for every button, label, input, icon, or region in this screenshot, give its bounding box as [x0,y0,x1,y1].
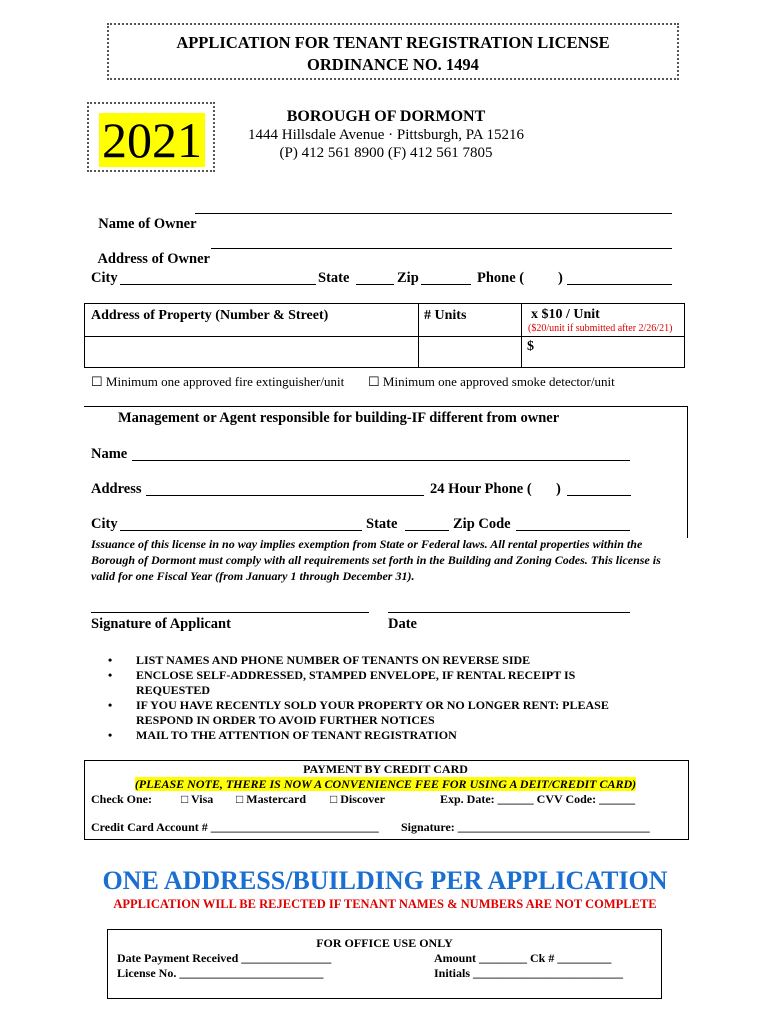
bullet-icon: • [108,728,113,742]
agent-zip-line[interactable] [516,530,630,531]
year-badge: 2021 [99,113,205,167]
title-box [107,23,679,80]
agent-state-line[interactable] [405,530,449,531]
owner-zip-label: Zip [397,270,419,286]
agent-city-line[interactable] [120,530,362,531]
management-heading: Management or Agent responsible for building-IF different from owner [118,410,560,426]
ordinance-number: ORDINANCE NO. 1494 [307,55,479,74]
property-table [84,303,685,368]
date-label: Date [388,616,417,632]
owner-state-line[interactable] [356,284,394,285]
form-title: APPLICATION FOR TENANT REGISTRATION LICENSE [176,33,610,52]
applicant-signature-label: Signature of Applicant [91,616,231,632]
agent-name-label: Name [91,446,128,462]
owner-address-label: Address of Owner [97,251,210,267]
owner-phone-label: Phone ( [477,270,525,286]
payment-note: (PLEASE NOTE, THERE IS NOW A CONVENIENCE FEE FOR USING A DEIT/CREDIT CARD) [134,777,637,791]
agent-phone-close: ) [556,481,561,497]
date-received-field[interactable]: Date Payment Received _______________ [117,951,332,965]
owner-address-line[interactable] [211,248,672,249]
owner-address-field [91,234,210,268]
owner-name-field [91,199,197,233]
owner-phone-close: ) [558,270,563,286]
office-heading: FOR OFFICE USE ONLY [316,936,453,950]
visa-checkbox[interactable]: □ Visa [181,792,214,806]
fee-header: x $10 / Unit [531,307,600,322]
initials-field[interactable]: Initials _________________________ [434,966,624,980]
units-header: # Units [424,308,467,323]
bullet-icon: • [108,668,113,682]
owner-phone-line[interactable] [567,284,672,285]
owner-name-label: Name of Owner [98,216,197,232]
rejection-warning: APPLICATION WILL BE REJECTED IF TENANT NAMES & NUMBERS ARE NOT COMPLETE [113,897,657,911]
agent-name-line[interactable] [132,460,630,461]
amount-check-field[interactable]: Amount ________ Ck # _________ [434,951,612,965]
list-item: • ENCLOSE SELF-ADDRESSED, STAMPED ENVELOPE, IF RENTAL RECEIPT IS REQUESTED [108,668,576,697]
disclaimer: Issuance of this license in no way implies exemption from State or Federal laws. All rental properties within the Borough of Dormont must comply with all requirements set forth in the Building and Zoning Codes. This license is valid for one Fiscal Year (from January 1 through December 31). [91,537,661,583]
owner-state-label: State [318,270,350,286]
owner-city-line[interactable] [120,284,316,285]
discover-checkbox[interactable]: □ Discover [330,792,385,806]
property-address-header: Address of Property (Number & Street) [91,308,329,323]
borough-address: 1444 Hillsdale Avenue · Pittsburgh, PA 15216 [248,127,524,143]
agent-zip-label: Zip Code [453,516,511,532]
payment-note-wrap [84,775,687,793]
agent-address-line[interactable] [146,495,424,496]
table-divider [85,336,684,337]
agent-state-label: State [366,516,398,532]
list-item: • LIST NAMES AND PHONE NUMBER OF TENANTS ON REVERSE SIDE [108,653,531,667]
list-item: • MAIL TO THE ATTENTION OF TENANT REGISTRATION [108,728,457,742]
agent-phone-label: 24 Hour Phone ( [430,481,532,497]
license-number-field[interactable]: License No. ________________________ [117,966,324,980]
applicant-signature-line[interactable] [91,612,369,613]
agent-address-label: Address [91,481,142,497]
office-use-box [107,929,662,999]
bullet-icon: • [108,653,113,667]
instruction-list [108,653,648,743]
borough-phones: (P) 412 561 8900 (F) 412 561 7805 [279,145,493,161]
fee-note: ($20/unit if submitted after 2/26/21) [528,323,673,334]
check-one-label: Check One: [91,792,152,806]
fee-total-input[interactable]: $ [527,339,534,354]
mastercard-checkbox[interactable]: □ Mastercard [236,792,307,806]
list-item: • IF YOU HAVE RECENTLY SOLD YOUR PROPERTY OR NO LONGER RENT: PLEASE RESPOND IN ORDER TO AVOID FURTHER NOTICES [108,698,609,727]
owner-zip-line[interactable] [421,284,471,285]
agent-city-label: City [91,516,118,532]
extinguisher-checkbox[interactable]: ☐ Minimum one approved fire extinguisher/unit [91,374,345,389]
date-line[interactable] [388,612,630,613]
bullet-icon: • [108,698,113,712]
units-input[interactable] [421,338,518,366]
owner-name-line[interactable] [195,213,672,214]
payment-heading: PAYMENT BY CREDIT CARD [303,762,468,776]
agent-phone-line[interactable] [567,495,631,496]
card-account-field[interactable]: Credit Card Account # ____________________________ [91,820,379,834]
exp-cvv-field[interactable]: Exp. Date: ______ CVV Code: ______ [440,792,636,806]
property-address-input[interactable] [87,338,415,366]
owner-city-label: City [91,270,118,286]
one-address-notice: ONE ADDRESS/BUILDING PER APPLICATION [102,866,668,895]
smoke-detector-checkbox[interactable]: ☐ Minimum one approved smoke detector/unit [368,374,615,389]
card-signature-field[interactable]: Signature: ________________________________ [401,820,650,834]
borough-name: BOROUGH OF DORMONT [286,108,486,125]
